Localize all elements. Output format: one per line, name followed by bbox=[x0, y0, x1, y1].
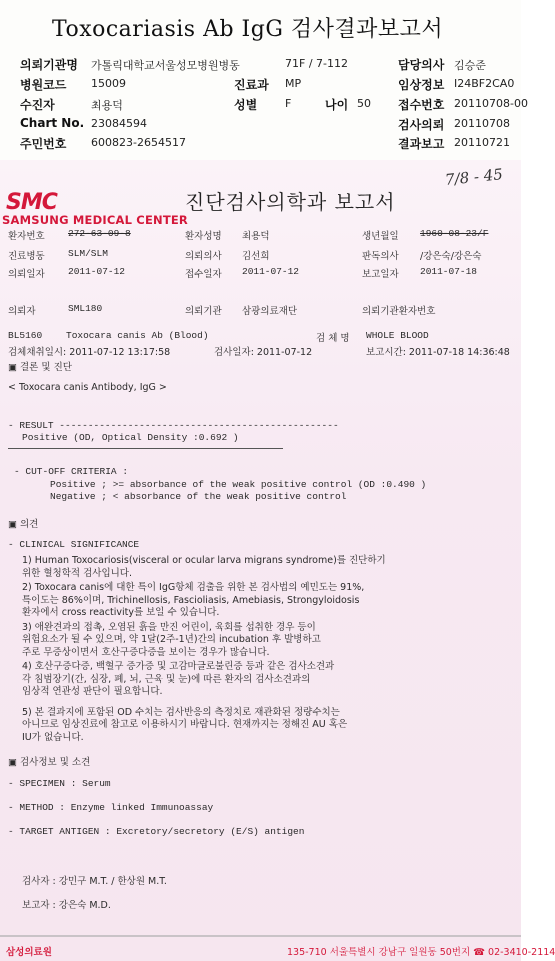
value-sex: F bbox=[285, 97, 292, 110]
value-specimen-type: WHOLE BLOOD bbox=[366, 330, 429, 341]
label-institution: 의뢰기관명 bbox=[20, 58, 78, 72]
section-test-info: ▣ 검사정보 및 소견 bbox=[8, 757, 91, 768]
label-dob: 생년월일 bbox=[362, 231, 399, 242]
value-client: SML180 bbox=[68, 303, 103, 314]
report-time: 보고시간: 2011-07-18 14:36:48 bbox=[366, 347, 510, 358]
footer-address: 135-710 서울특별시 강남구 일원동 50번지 ☎ 02-3410-2114 bbox=[287, 947, 555, 958]
exam-date: 검사일자: 2011-07-12 bbox=[214, 347, 313, 358]
label-reading-doctor: 판독의사 bbox=[362, 251, 399, 262]
value-department: MP bbox=[285, 77, 302, 90]
label-sex: 성별 bbox=[234, 98, 258, 112]
label-report-date: 결과보고 bbox=[398, 137, 445, 151]
value-physician: 김승준 bbox=[454, 59, 486, 72]
label-department: 진료과 bbox=[234, 78, 269, 92]
lab-report-title: 진단검사의학과 보고서 bbox=[185, 190, 396, 214]
clinical-item: 5) 본 결과지에 포함된 OD 수치는 검사반응의 측정치로 재관화된 정량수치는 아니므로 임상진료에 참고로 이용하시기 바랍니다. 현재까지는 정해진 AU 혹은 IU가 없습니다. bbox=[22, 706, 348, 743]
value-clinical-info: I24BF2CA0 bbox=[454, 77, 515, 90]
antibody-title: < Toxocara canis Antibody, IgG > bbox=[8, 382, 167, 393]
section-conclusion: ▣ 결론 및 진단 bbox=[8, 362, 72, 373]
collection-datetime: 검체채취일시: 2011-07-12 13:17:58 bbox=[8, 347, 171, 358]
label-hospital-code: 병원코드 bbox=[20, 78, 67, 92]
cutoff-heading: - CUT-OFF CRITERIA : bbox=[14, 466, 129, 477]
value-patient-no: 272-63-09-8 bbox=[68, 228, 131, 239]
value-dob: 1960-08-23/F bbox=[420, 228, 489, 239]
clinical-item: 4) 호산구증다증, 백혈구 증가증 및 고감마글로불린증 등과 같은 검사소견과 각 침범장기(간, 심장, 폐, 뇌, 근육 및 눈)에 따른 환자의 검사소견과의 임상적 연관성 판단이 필요합니다. bbox=[22, 661, 335, 697]
clinical-item: 3) 애완견과의 접촉, 오염된 흙을 만진 어린이, 육회를 섭취한 경우 등이 위험요소가 될 수 있으며, 약 1달(2주-1년)간의 incubation 후 발병하고 주로 무증상이면서 호산구증다증을 보이는 경우가 많습니다. bbox=[22, 621, 321, 658]
value-chart-no: 23084594 bbox=[91, 117, 147, 130]
label-receipt-date: 접수일자 bbox=[185, 269, 222, 280]
label-request-date: 검사의뢰 bbox=[398, 118, 445, 132]
value-patient-name: 최용덕 bbox=[242, 231, 270, 242]
value-ward: 71F / 7-112 bbox=[285, 57, 348, 70]
value-ward: SLM/SLM bbox=[68, 248, 108, 259]
label-chart-no: Chart No. bbox=[20, 116, 85, 130]
value-institution: 삼광의료재단 bbox=[242, 306, 298, 317]
clinical-significance-list bbox=[22, 555, 517, 746]
hospital-name-logo: SAMSUNG MEDICAL CENTER bbox=[2, 213, 188, 227]
antigen-line: - TARGET ANTIGEN : Excretory/secretory (E/S) antigen bbox=[8, 826, 305, 837]
label-patient-name: 환자성명 bbox=[185, 231, 222, 242]
smc-logo: SMC bbox=[6, 190, 57, 215]
label-age: 나이 bbox=[325, 98, 349, 112]
result-divider bbox=[8, 448, 283, 449]
cutoff-negative: Negative ; < absorbance of the weak positive control bbox=[50, 491, 347, 502]
label-ward: 진료병동 bbox=[8, 251, 45, 262]
label-institution-patient-no: 의뢰기관환자번호 bbox=[362, 306, 436, 317]
value-institution: 가톨릭대학교서울성모병원병동 bbox=[91, 59, 240, 72]
value-request-date: 20110708 bbox=[454, 117, 510, 130]
clinical-heading: - CLINICAL SIGNIFICANCE bbox=[8, 539, 140, 550]
value-resident-no: 600823-2654517 bbox=[91, 136, 186, 149]
label-institution: 의뢰기관 bbox=[185, 306, 222, 317]
test-name: Toxocara canis Ab (Blood) bbox=[66, 330, 209, 341]
method-line: - METHOD : Enzyme linked Immunoassay bbox=[8, 802, 214, 813]
tester-line: 검사자 : 강민구 M.T. / 한상원 M.T. bbox=[22, 876, 167, 887]
report-footer bbox=[0, 935, 555, 961]
value-reading-doctor: /강은숙/강은숙 bbox=[420, 251, 482, 262]
value-accession: 20110708-00 bbox=[454, 97, 528, 110]
specimen-line: - SPECIMEN : Serum bbox=[8, 778, 111, 789]
label-client: 의뢰자 bbox=[8, 306, 36, 317]
handwritten-note: 7/8 - 45 bbox=[444, 165, 504, 189]
label-patient-no: 환자번호 bbox=[8, 231, 45, 242]
value-age: 50 bbox=[357, 97, 371, 110]
scanned-lab-report bbox=[0, 160, 555, 961]
value-report-date: 2011-07-18 bbox=[420, 266, 478, 277]
label-specimen-type: 검 체 명 bbox=[316, 333, 350, 344]
label-report-date: 보고일자 bbox=[362, 269, 399, 280]
test-code: BL5160 bbox=[8, 330, 43, 341]
value-requesting-doctor: 김선희 bbox=[242, 251, 270, 262]
report-title: Toxocariasis Ab IgG 검사결과보고서 bbox=[52, 17, 444, 42]
value-hospital-code: 15009 bbox=[91, 77, 126, 90]
label-physician: 담당의사 bbox=[398, 58, 445, 72]
label-requesting-doctor: 의뢰의사 bbox=[185, 251, 222, 262]
value-patient: 최용덕 bbox=[91, 99, 123, 112]
footer-hospital: 삼성의료원 bbox=[6, 947, 52, 958]
result-value: Positive (OD, Optical Density :0.692 ) bbox=[22, 432, 239, 443]
reporter-line: 보고자 : 강은숙 M.D. bbox=[22, 900, 111, 911]
section-opinion: ▣ 의견 bbox=[8, 519, 39, 530]
result-heading: - RESULT ------------------------------------------------- bbox=[8, 420, 339, 431]
clinical-item: 1) Human Toxocariosis(visceral or ocular larva migrans syndrome)를 진단하기 위한 혈청학적 검사입니다. bbox=[22, 555, 386, 579]
label-patient: 수진자 bbox=[20, 98, 55, 112]
value-request-date: 2011-07-12 bbox=[68, 266, 126, 277]
clinical-item: 2) Toxocara canis에 대한 특이 IgG항체 검출을 위한 본 검사법의 예민도는 91%, 특이도는 86%이며, Trichinellosis, Fascioliasis, Amebiasis, Strongyloidosis 환자에서 cross reactivity를 보일 수 있습니다. bbox=[22, 582, 365, 618]
cutoff-positive: Positive ; >= absorbance of the weak positive control (OD :0.490 ) bbox=[50, 479, 427, 490]
value-receipt-date: 2011-07-12 bbox=[242, 266, 300, 277]
label-accession: 접수번호 bbox=[398, 98, 445, 112]
label-clinical-info: 임상정보 bbox=[398, 78, 445, 92]
label-resident-no: 주민번호 bbox=[20, 137, 67, 151]
label-request-date: 의뢰일자 bbox=[8, 269, 45, 280]
report-header bbox=[0, 0, 528, 160]
value-report-date: 20110721 bbox=[454, 136, 510, 149]
